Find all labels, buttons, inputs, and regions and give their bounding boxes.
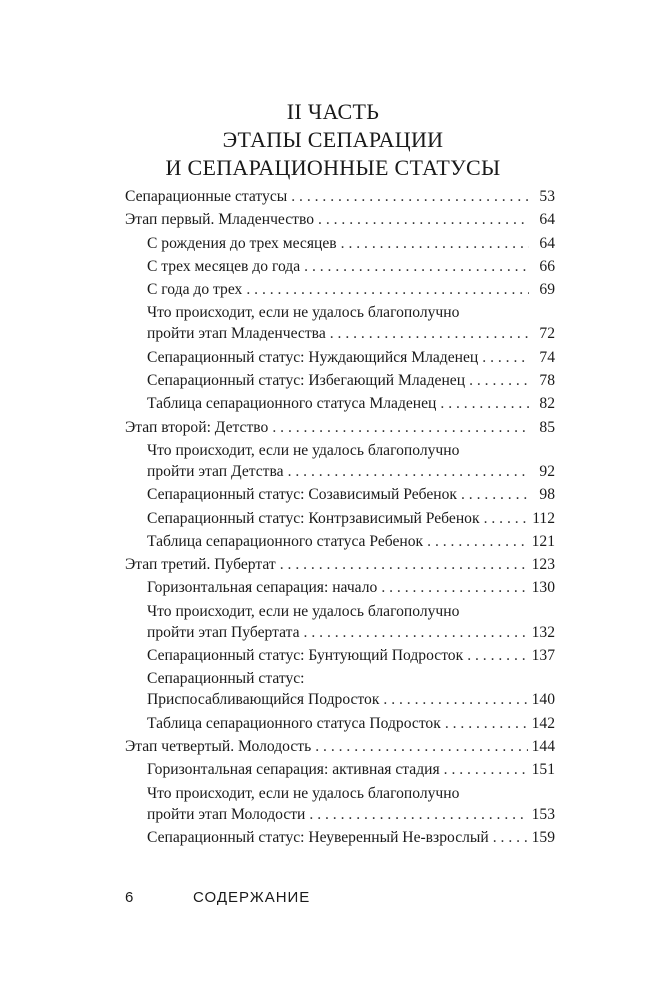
toc-entry[interactable] — [125, 508, 555, 529]
toc-entry-row — [147, 370, 555, 391]
toc-entry-row — [147, 461, 555, 482]
dot-leader — [493, 827, 528, 848]
running-head: СОДЕРЖАНИЕ — [193, 889, 311, 906]
toc-entry-row — [125, 736, 555, 757]
toc-entry-page: 78 — [539, 372, 555, 390]
toc-entry-page: 140 — [531, 691, 555, 709]
toc-entry[interactable] — [125, 370, 555, 391]
toc-entry-title: Таблица сепарационного статуса Младенец — [147, 395, 437, 413]
dot-leader — [291, 186, 529, 207]
toc-entry-title-line: Что происходит, если не удалось благополучно — [147, 602, 460, 620]
toc-entry[interactable] — [125, 302, 555, 344]
dot-leader — [309, 804, 527, 825]
toc-entry-row — [147, 577, 555, 598]
toc-entry-title: пройти этап Младенчества — [147, 325, 326, 343]
dot-leader — [318, 209, 529, 230]
toc-entry[interactable] — [125, 440, 555, 482]
toc-entry-title: С рождения до трех месяцев — [147, 234, 337, 252]
toc-entry[interactable] — [125, 484, 555, 505]
toc-entry-title: пройти этап Пубертата — [147, 623, 300, 641]
toc-entry[interactable] — [125, 783, 555, 825]
toc-entry-row — [147, 713, 555, 734]
toc-entry-row — [147, 804, 555, 825]
toc-entry-title: Сепарационный статус: Бунтующий Подросток — [147, 647, 464, 665]
toc-entry-title-line: Что происходит, если не удалось благополучно — [147, 304, 460, 322]
toc-entry-page: 98 — [539, 486, 555, 504]
dot-leader — [469, 370, 529, 391]
toc-entry[interactable] — [125, 393, 555, 414]
toc-entry-title: Сепарационный статус: Избегающий Младенец — [147, 372, 466, 390]
dot-leader — [272, 417, 529, 438]
toc-entry-page: 69 — [539, 281, 555, 299]
toc-entry-page: 72 — [539, 325, 555, 343]
toc-entry-page: 159 — [531, 828, 555, 846]
dot-leader — [467, 645, 527, 666]
toc-entry-row — [125, 554, 555, 575]
dot-leader — [341, 233, 529, 254]
dot-leader — [315, 736, 527, 757]
toc-entry[interactable] — [125, 209, 555, 230]
toc-entry-title: Горизонтальная сепарация: активная стадия — [147, 761, 440, 779]
toc-entry-title: Приспосабливающийся Подросток — [147, 691, 380, 709]
toc-entry[interactable] — [125, 577, 555, 598]
toc-entry-row — [125, 209, 555, 230]
toc-entry-page: 121 — [531, 532, 555, 550]
toc-entry-page: 132 — [531, 623, 555, 641]
toc-entry-title: пройти этап Детства — [147, 462, 284, 480]
dot-leader — [484, 508, 529, 529]
toc-entry-page: 64 — [539, 234, 555, 252]
toc-entry[interactable] — [125, 554, 555, 575]
toc-entry-title: пройти этап Молодости — [147, 805, 306, 823]
toc-entry[interactable] — [125, 601, 555, 643]
toc-entry-title-line: Что происходит, если не удалось благополучно — [147, 441, 460, 459]
toc-entry[interactable] — [125, 347, 555, 368]
dot-leader — [427, 531, 527, 552]
toc-entry-row — [147, 347, 555, 368]
toc-entry-page: 85 — [539, 418, 555, 436]
toc-entry[interactable] — [125, 668, 555, 710]
toc-entry-row — [147, 622, 555, 643]
toc-entry-title: С трех месяцев до года — [147, 257, 301, 275]
toc-entry[interactable] — [125, 759, 555, 780]
toc-entry-page: 64 — [539, 211, 555, 229]
toc-entry-title: Этап первый. Младенчество — [125, 211, 315, 229]
toc-entry-title: Таблица сепарационного статуса Подросток — [147, 714, 441, 732]
dot-leader — [440, 393, 529, 414]
part-heading-line-1: ЭТАПЫ СЕПАРАЦИИ — [222, 127, 444, 152]
toc-entry-title: Этап третий. Пубертат — [125, 556, 276, 574]
toc-entry[interactable] — [125, 827, 555, 848]
page-footer — [125, 889, 310, 906]
toc-entry-title: Сепарационный статус: Нуждающийся Младенец — [147, 348, 479, 366]
toc-entry[interactable] — [125, 186, 555, 207]
toc-entry-page: 53 — [539, 188, 555, 205]
toc-entry[interactable] — [125, 279, 555, 300]
toc-entry-row — [147, 256, 555, 277]
toc-entry-title: Этап второй: Детство — [125, 418, 269, 436]
toc-entry[interactable] — [125, 256, 555, 277]
toc-entry-row — [125, 417, 555, 438]
toc-entry-page: 74 — [539, 348, 555, 366]
toc-entry[interactable] — [125, 713, 555, 734]
toc-entry[interactable] — [125, 531, 555, 552]
dot-leader — [304, 256, 529, 277]
toc-entry-page: 151 — [531, 761, 555, 779]
part-number: II ЧАСТЬ — [286, 99, 380, 124]
toc-entry[interactable] — [125, 417, 555, 438]
toc-entry-row — [147, 508, 555, 529]
toc-entry-title: Сепарационный статус: Созависимый Ребенок — [147, 486, 457, 504]
toc-entry-row — [147, 827, 555, 848]
toc-entry-row — [147, 323, 555, 344]
dot-leader — [330, 323, 529, 344]
part-heading-line-2: И СЕПАРАЦИОННЫЕ СТАТУСЫ — [165, 155, 501, 180]
dot-leader — [381, 577, 527, 598]
toc-entry-title: Этап четвертый. Молодость — [125, 737, 312, 755]
toc-entry-title-line: Сепарационный статус: — [147, 670, 305, 688]
toc-entry-page: 82 — [539, 395, 555, 413]
dot-leader — [280, 554, 528, 575]
dot-leader — [444, 759, 528, 780]
toc-entry-title: Сепарационный статус: Контрзависимый Ребенок — [147, 509, 480, 527]
toc-entry-title: С года до трех — [147, 281, 243, 299]
toc-entry[interactable] — [125, 233, 555, 254]
toc-entry-title-line: Что происходит, если не удалось благополучно — [147, 784, 460, 802]
toc-entry-page: 123 — [531, 556, 555, 574]
dot-leader — [304, 622, 528, 643]
part-title — [0, 98, 666, 182]
toc-entry-title: Горизонтальная сепарация: начало — [147, 579, 378, 597]
dot-leader — [482, 347, 529, 368]
dot-leader — [288, 461, 529, 482]
toc-entry-page: 92 — [539, 462, 555, 480]
dot-leader — [461, 484, 529, 505]
dot-leader — [246, 279, 529, 300]
toc-entry-page: 144 — [531, 737, 555, 755]
toc-entry-page: 137 — [531, 647, 555, 665]
toc-entry-row — [147, 233, 555, 254]
dot-leader — [383, 689, 527, 710]
toc-entry-title: Сепарационные статусы — [125, 188, 288, 205]
toc-entry-page: 142 — [531, 714, 555, 732]
toc-entry-page: 153 — [531, 805, 555, 823]
dot-leader — [445, 713, 528, 734]
toc-entry-row — [125, 186, 555, 207]
toc-entry[interactable] — [125, 645, 555, 666]
toc-entry-row — [147, 759, 555, 780]
page-number: 6 — [125, 889, 135, 906]
table-of-contents — [125, 186, 555, 850]
toc-entry-page: 130 — [531, 579, 555, 597]
toc-entry-row — [147, 689, 555, 710]
toc-entry-row — [147, 484, 555, 505]
toc-entry-page: 112 — [532, 509, 555, 527]
toc-entry[interactable] — [125, 736, 555, 757]
toc-entry-page: 66 — [539, 257, 555, 275]
toc-entry-row — [147, 531, 555, 552]
toc-entry-title: Сепарационный статус: Неуверенный Не-взрослый — [147, 828, 489, 846]
toc-entry-row — [147, 279, 555, 300]
toc-entry-title: Таблица сепарационного статуса Ребенок — [147, 532, 424, 550]
toc-entry-row — [147, 393, 555, 414]
toc-entry-row — [147, 645, 555, 666]
